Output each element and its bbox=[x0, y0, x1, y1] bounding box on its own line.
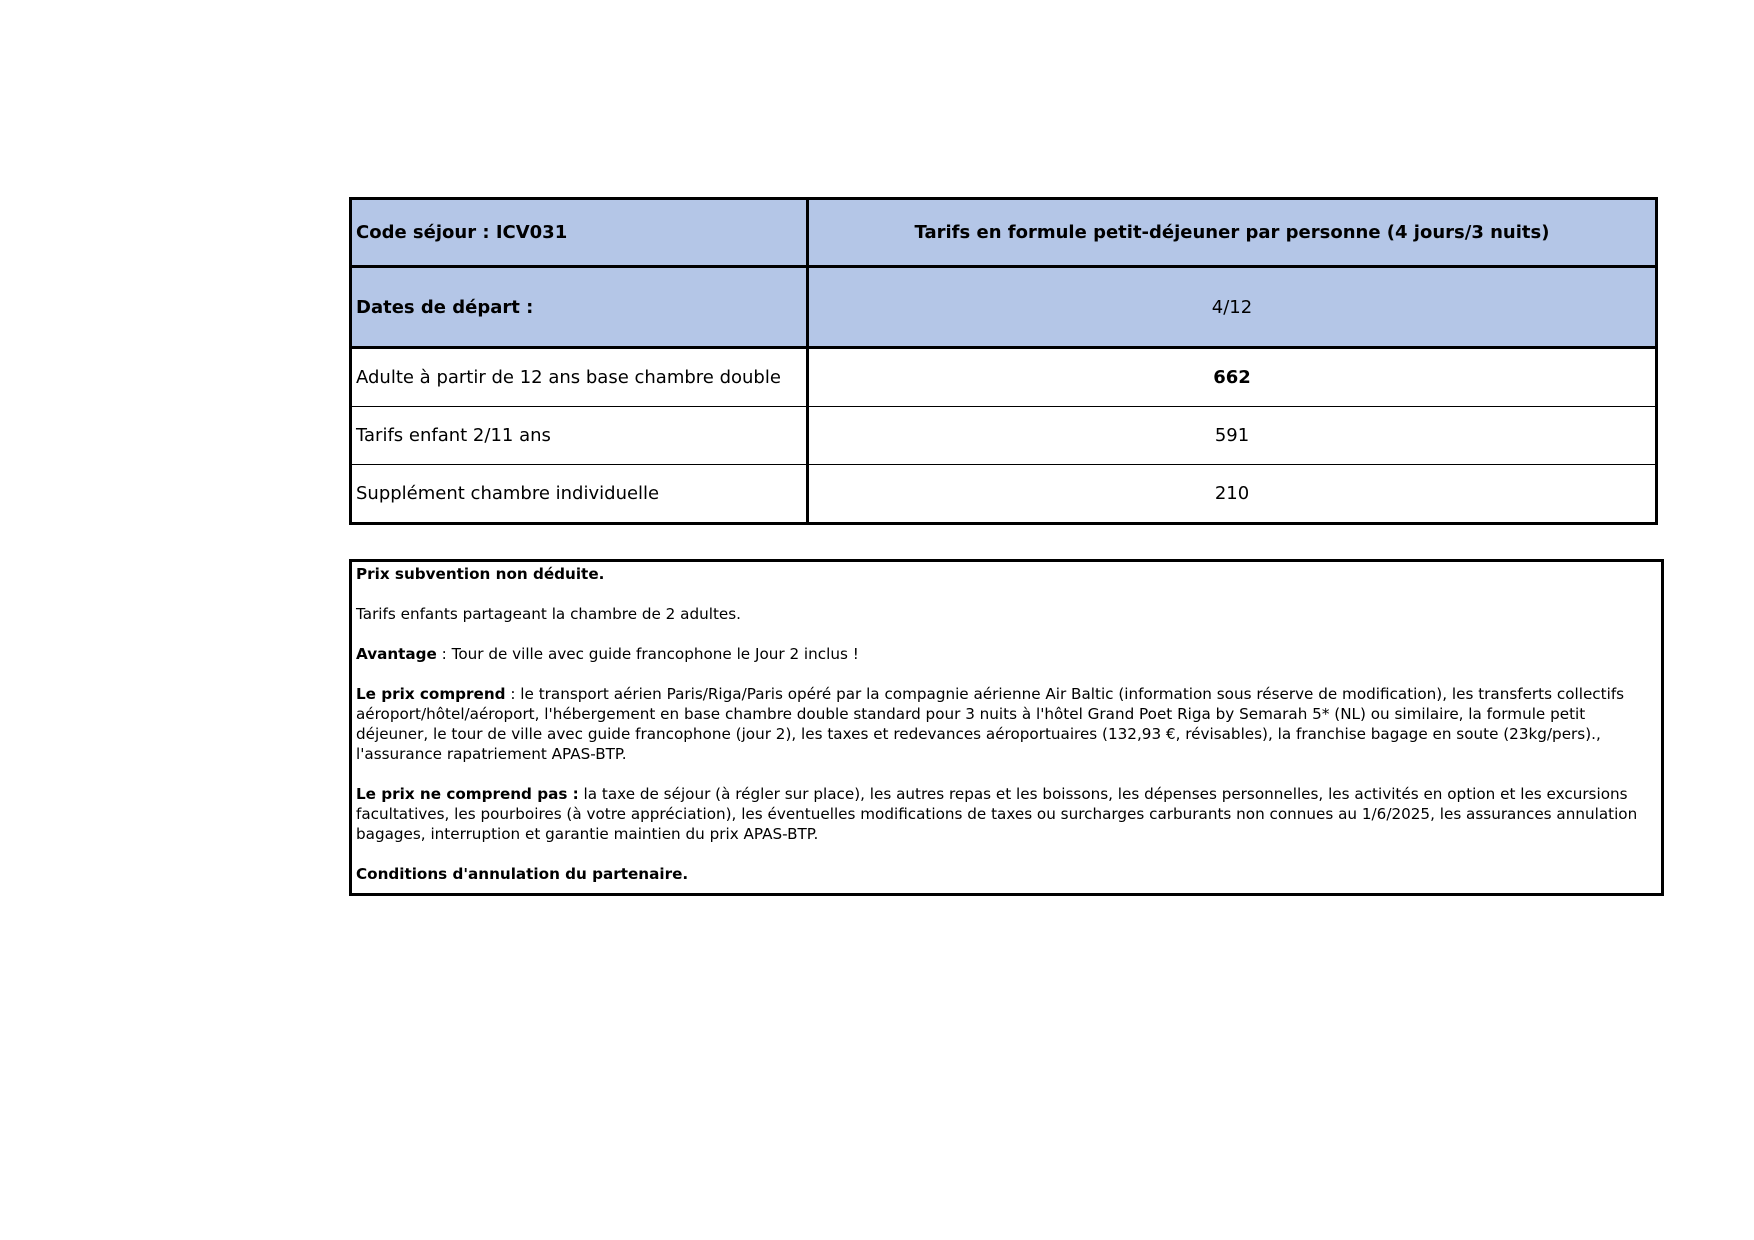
advantage-label: Avantage bbox=[356, 645, 437, 663]
departure-dates-value: 4/12 bbox=[808, 267, 1657, 348]
departure-dates-row bbox=[351, 267, 1657, 348]
price-includes-note bbox=[356, 684, 1657, 764]
table-header-row bbox=[351, 199, 1657, 267]
row-value-child: 591 bbox=[808, 407, 1657, 465]
cancellation-link: Conditions d'annulation du partenaire. bbox=[356, 865, 689, 883]
row-label-child: Tarifs enfant 2/11 ans bbox=[351, 407, 808, 465]
advantage-note bbox=[356, 644, 1657, 664]
table-row bbox=[351, 407, 1657, 465]
subvention-note bbox=[356, 564, 1657, 584]
price-includes-label: Le prix comprend bbox=[356, 685, 506, 703]
conditions-box bbox=[349, 559, 1664, 896]
price-includes-text: : le transport aérien Paris/Riga/Paris opéré par la compagnie aérienne Air Baltic (information sous réserve de modification), les transferts collectifs aéroport/hôtel/aéroport, l'hébergement en base chambre double standard pour 3 nuits à l'hôtel Grand Poet Riga by Semarah 5* (NL) ou similaire, la formule petit déjeuner, le tour de ville avec guide francophone (jour 2), les taxes et redevances aéroportuaires (132,93 €, révisables), la franchise bagage en soute (23kg/pers)., l'assurance rapatriement APAS-BTP. bbox=[356, 685, 1625, 763]
subvention-text: Prix subvention non déduite. bbox=[356, 565, 605, 583]
price-excludes-note bbox=[356, 784, 1657, 844]
children-note: Tarifs enfants partageant la chambre de 2 adultes. bbox=[356, 605, 742, 623]
price-excludes-label: Le prix ne comprend pas : bbox=[356, 785, 579, 803]
tarifs-title: Tarifs en formule petit-déjeuner par personne (4 jours/3 nuits) bbox=[808, 199, 1657, 267]
row-label-adult: Adulte à partir de 12 ans base chambre double bbox=[351, 348, 808, 407]
price-table bbox=[349, 197, 1658, 525]
row-value-single: 210 bbox=[808, 465, 1657, 524]
row-label-single: Supplément chambre individuelle bbox=[351, 465, 808, 524]
departure-dates-label: Dates de départ : bbox=[351, 267, 808, 348]
stay-code-label: Code séjour : ICV031 bbox=[351, 199, 808, 267]
cancellation-note bbox=[356, 864, 1657, 884]
advantage-text: : Tour de ville avec guide francophone le Jour 2 inclus ! bbox=[436, 645, 859, 663]
row-value-adult: 662 bbox=[808, 348, 1657, 407]
table-row bbox=[351, 465, 1657, 524]
price-excludes-text: la taxe de séjour (à régler sur place), les autres repas et les boissons, les dépenses personnelles, les activités en option et les excursions facultatives, les pourboires (à votre appréciation), les éventuelles modifications de taxes ou surcharges carburants non connues au 1/6/2025, les assurances annulation bagages, interruption et garantie maintien du prix APAS-BTP. bbox=[356, 785, 1638, 843]
table-row bbox=[351, 348, 1657, 407]
